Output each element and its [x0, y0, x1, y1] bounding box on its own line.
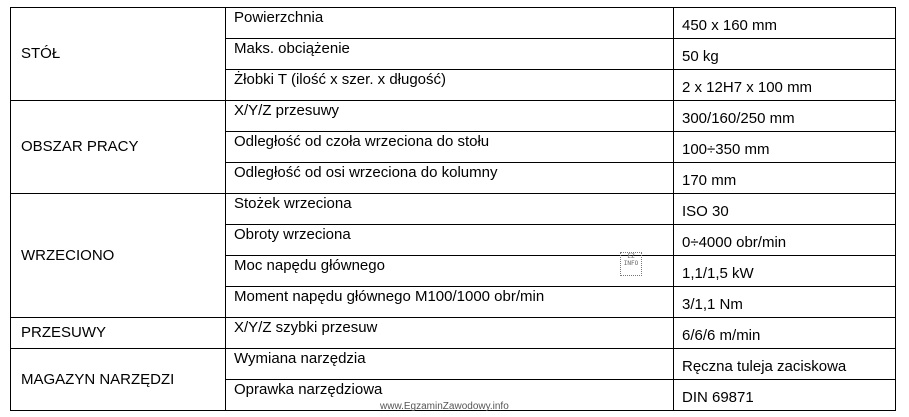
value-cell: 3/1,1 Nm — [674, 287, 896, 318]
table-row — [11, 101, 896, 132]
category-cell: MAGAZYN NARZĘDZI — [11, 349, 226, 411]
category-cell: OBSZAR PRACY — [11, 101, 226, 194]
value-cell: 170 mm — [674, 163, 896, 194]
stamp-line-2: INFO — [623, 260, 639, 267]
parameter-cell: Moc napędu głównego — [226, 256, 674, 287]
value-cell: 450 x 160 mm — [674, 8, 896, 39]
spec-table-body — [11, 8, 896, 411]
parameter-cell: Moment napędu głównego M100/1000 obr/min — [226, 287, 674, 318]
parameter-cell: Obroty wrzeciona — [226, 225, 674, 256]
spec-table — [10, 7, 896, 411]
value-cell: 100÷350 mm — [674, 132, 896, 163]
value-cell: 1,1/1,5 kW — [674, 256, 896, 287]
parameter-cell: X/Y/Z szybki przesuw — [226, 318, 674, 349]
table-row — [11, 194, 896, 225]
value-cell: 6/6/6 m/min — [674, 318, 896, 349]
table-row — [11, 349, 896, 380]
parameter-cell: Stożek wrzeciona — [226, 194, 674, 225]
parameter-cell: Powierzchnia — [226, 8, 674, 39]
ez-info-stamp — [620, 252, 642, 276]
parameter-cell: X/Y/Z przesuwy — [226, 101, 674, 132]
stamp-line-1: EZ — [627, 253, 635, 260]
parameter-cell: Żłobki T (ilość x szer. x długość) — [226, 70, 674, 101]
category-cell: WRZECIONO — [11, 194, 226, 318]
table-row — [11, 318, 896, 349]
value-cell: Ręczna tuleja zaciskowa — [674, 349, 896, 380]
value-cell: 0÷4000 obr/min — [674, 225, 896, 256]
value-cell: 2 x 12H7 x 100 mm — [674, 70, 896, 101]
value-cell: DIN 69871 — [674, 380, 896, 411]
parameter-cell: Odległość od czoła wrzeciona do stołu — [226, 132, 674, 163]
parameter-cell: Oprawka narzędziowa — [226, 380, 674, 411]
table-row — [11, 8, 896, 39]
parameter-cell: Maks. obciążenie — [226, 39, 674, 70]
site-watermark: www.EgzaminZawodowy.info — [380, 401, 509, 412]
category-cell: PRZESUWY — [11, 318, 226, 349]
parameter-cell: Wymiana narzędzia — [226, 349, 674, 380]
category-cell: STÓŁ — [11, 8, 226, 101]
value-cell: ISO 30 — [674, 194, 896, 225]
parameter-cell: Odległość od osi wrzeciona do kolumny — [226, 163, 674, 194]
value-cell: 300/160/250 mm — [674, 101, 896, 132]
value-cell: 50 kg — [674, 39, 896, 70]
